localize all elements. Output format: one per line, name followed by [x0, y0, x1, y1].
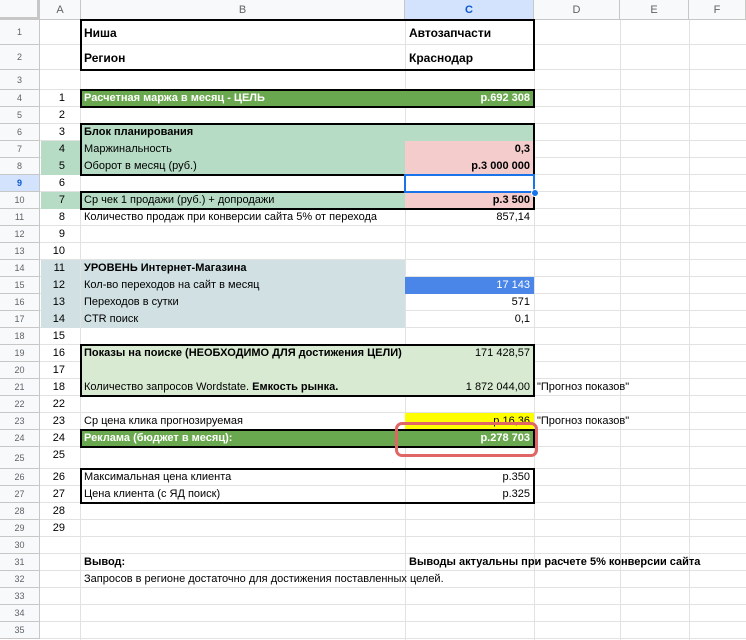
- row-header[interactable]: 4: [0, 90, 40, 107]
- row-header[interactable]: 33: [0, 588, 40, 605]
- row-header[interactable]: 29: [0, 520, 40, 537]
- cell-a24[interactable]: 24: [52, 432, 65, 444]
- cell-b21[interactable]: [84, 379, 338, 396]
- cell-b32[interactable]: Запросов в регионе достаточно для достижения поставленных целей.: [84, 573, 444, 585]
- column-header-c[interactable]: C: [405, 0, 534, 20]
- cell-b21-bold-text: Емкость рынка.: [252, 381, 339, 393]
- row-header[interactable]: 21: [0, 379, 40, 396]
- row-header[interactable]: 32: [0, 571, 40, 588]
- row-header[interactable]: 24: [0, 430, 40, 447]
- cell-a14[interactable]: 11: [53, 262, 65, 274]
- gridline: [40, 621, 746, 622]
- cell-b10[interactable]: Ср чек 1 продажи (руб.) + допродажи: [84, 194, 275, 206]
- cell-a21[interactable]: 18: [52, 381, 65, 393]
- cell-b14[interactable]: УРОВЕНЬ Интернет-Магазина: [84, 262, 247, 274]
- gridline: [40, 638, 746, 639]
- cell-a11[interactable]: 8: [58, 211, 65, 223]
- row-header[interactable]: 16: [0, 294, 40, 311]
- column-header-a[interactable]: A: [40, 0, 81, 20]
- cell-a29[interactable]: 29: [52, 522, 65, 534]
- cell-a26[interactable]: 26: [52, 471, 65, 483]
- row-header[interactable]: 18: [0, 328, 40, 345]
- cell-b21-text: Количество запросов Wordstate.: [84, 381, 253, 393]
- fill-handle[interactable]: [531, 189, 539, 197]
- cell-b7[interactable]: Маржинальность: [84, 143, 172, 155]
- cell-c2[interactable]: Краснодар: [409, 51, 474, 65]
- cell-a19[interactable]: 16: [52, 347, 65, 359]
- cell-b31[interactable]: Вывод:: [84, 556, 126, 568]
- row-header[interactable]: 15: [0, 277, 40, 294]
- cell-d23[interactable]: "Прогноз показов": [537, 415, 630, 427]
- gridline: [689, 20, 690, 640]
- cell-c24[interactable]: р.278 703: [480, 432, 530, 444]
- gridline: [40, 242, 746, 243]
- column-header-b[interactable]: B: [81, 0, 405, 20]
- gridline: [80, 20, 81, 640]
- gridline: [40, 536, 746, 537]
- cell-b16[interactable]: Переходов в сутки: [84, 296, 179, 308]
- row-header[interactable]: 19: [0, 345, 40, 362]
- cell-a13[interactable]: 10: [52, 245, 65, 257]
- row-header[interactable]: 22: [0, 396, 40, 413]
- column-header-e[interactable]: E: [620, 0, 689, 20]
- cell-c27[interactable]: р.325: [502, 488, 530, 500]
- row-header[interactable]: 2: [0, 45, 40, 70]
- row-header[interactable]: 6: [0, 124, 40, 141]
- cell-a15[interactable]: 12: [52, 279, 65, 291]
- column-header-f[interactable]: F: [689, 0, 746, 20]
- cell-a9[interactable]: 6: [58, 177, 65, 189]
- cell-b11[interactable]: Количествo продаж при конверсии сайта 5% от перехода: [84, 211, 377, 223]
- gridline: [620, 20, 621, 640]
- cell-a10[interactable]: 7: [58, 194, 65, 206]
- cell-a12[interactable]: 9: [58, 228, 65, 240]
- cell-c26[interactable]: р.350: [502, 471, 530, 483]
- row-header[interactable]: 30: [0, 537, 40, 554]
- cell-b24[interactable]: Реклама (бюджет в месяц):: [84, 432, 233, 444]
- cell-a25[interactable]: 25: [52, 449, 65, 461]
- cell-a27[interactable]: 27: [52, 488, 65, 500]
- cell-c1[interactable]: Автозапчасти: [409, 26, 492, 40]
- gridline: [405, 20, 406, 640]
- cell-b23[interactable]: Ср цена клика прогнозируемая: [84, 415, 243, 427]
- cell-b17[interactable]: CTR поиск: [84, 313, 139, 325]
- cell-a4[interactable]: 1: [58, 92, 65, 104]
- cell-a20[interactable]: 17: [52, 364, 65, 376]
- cell-b4[interactable]: Расчетная маржа в месяц - ЦЕЛЬ: [84, 92, 265, 104]
- row-header[interactable]: 7: [0, 141, 40, 158]
- row-header[interactable]: 13: [0, 243, 40, 260]
- cell-b1[interactable]: Ниша: [84, 26, 117, 40]
- cell-b2[interactable]: Регион: [84, 51, 126, 65]
- cell-c11[interactable]: 857,14: [496, 211, 530, 223]
- gridline: [534, 20, 535, 640]
- row-header[interactable]: 1: [0, 20, 40, 45]
- cell-d21[interactable]: "Прогноз показов": [537, 381, 630, 393]
- highlight-annotation: [395, 422, 538, 457]
- cell-c19[interactable]: 171 428,57: [474, 347, 530, 359]
- row-header[interactable]: 27: [0, 486, 40, 503]
- cell-a16[interactable]: 13: [52, 296, 65, 308]
- row-header[interactable]: 5: [0, 107, 40, 124]
- cell-a18[interactable]: 15: [52, 330, 65, 342]
- cell-b27[interactable]: Цена клиента (с ЯД поиск): [84, 488, 221, 500]
- cell-b8[interactable]: Оборот в месяц (руб.): [84, 160, 197, 172]
- gridline: [40, 604, 746, 605]
- cell-b6[interactable]: Блок планирования: [84, 126, 194, 138]
- row-header[interactable]: 3: [0, 70, 40, 90]
- row-header[interactable]: 23: [0, 413, 40, 430]
- cell-a23[interactable]: 23: [52, 415, 65, 427]
- cell-b15[interactable]: Кол-во переходов на сайт в месяц: [84, 279, 260, 291]
- cell-c7[interactable]: 0,3: [514, 143, 530, 155]
- cell-a5[interactable]: 2: [58, 109, 65, 121]
- cell-c21[interactable]: 1 872 044,00: [465, 381, 530, 393]
- row-header[interactable]: 14: [0, 260, 40, 277]
- column-header-d[interactable]: D: [534, 0, 620, 20]
- select-all-corner[interactable]: [0, 0, 40, 20]
- row-header[interactable]: 35: [0, 622, 40, 639]
- cell-a6[interactable]: 3: [58, 126, 65, 138]
- cell-b19[interactable]: Показы на поиске (НЕОБХОДИМО ДЛЯ достижения ЦЕЛИ): [84, 347, 402, 359]
- gridline: [40, 519, 746, 520]
- cell-c4[interactable]: р.692 308: [480, 92, 530, 104]
- row-header[interactable]: 17: [0, 311, 40, 328]
- row-header[interactable]: 25: [0, 447, 40, 469]
- row-header[interactable]: 9: [0, 175, 40, 192]
- cell-c23[interactable]: р.16,36: [493, 415, 530, 427]
- cell-a22[interactable]: 22: [52, 398, 65, 410]
- row-header[interactable]: 10: [0, 192, 40, 209]
- row-header[interactable]: 8: [0, 158, 40, 175]
- cell-a8[interactable]: 5: [58, 160, 65, 172]
- cell-b26[interactable]: Максимальная цена клиента: [84, 471, 232, 483]
- row-header[interactable]: 11: [0, 209, 40, 226]
- cell-c31[interactable]: Выводы актуальны при расчете 5% конверсии сайта: [409, 556, 701, 568]
- cell-c10[interactable]: р.3 500: [492, 194, 530, 206]
- cell-a7[interactable]: 4: [58, 143, 65, 155]
- row-header[interactable]: 26: [0, 469, 40, 486]
- cell-c16[interactable]: 571: [511, 296, 530, 308]
- row-header[interactable]: 20: [0, 362, 40, 379]
- cell-c8[interactable]: р.3 000 000: [471, 160, 530, 172]
- row-header[interactable]: 34: [0, 605, 40, 622]
- cell-c17[interactable]: 0,1: [514, 313, 530, 325]
- active-cell-c9[interactable]: [404, 174, 535, 193]
- cell-a17[interactable]: 14: [52, 313, 65, 325]
- row-header[interactable]: 28: [0, 503, 40, 520]
- cell-c15[interactable]: 17 143: [496, 279, 530, 291]
- row-header[interactable]: 12: [0, 226, 40, 243]
- cell-a28[interactable]: 28: [52, 505, 65, 517]
- row-header[interactable]: 31: [0, 554, 40, 571]
